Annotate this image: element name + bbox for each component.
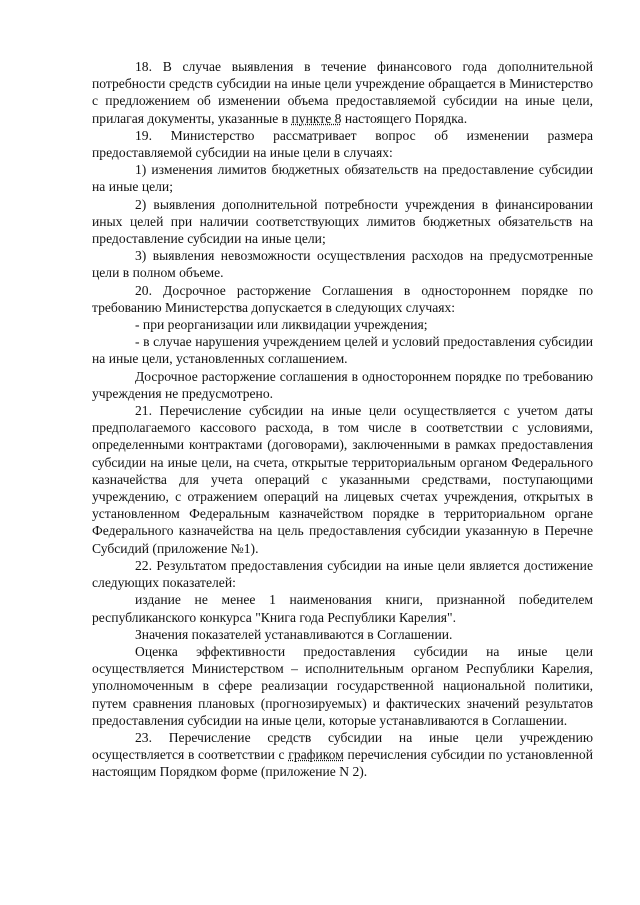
paragraph-22: 22. Результатом предоставления субсидии на иные цели является достижение следующих показателей: bbox=[92, 557, 593, 591]
paragraph-19: 19. Министерство рассматривает вопрос об изменении размера предоставляемой субсидии на иные цели в случаях: bbox=[92, 127, 593, 161]
paragraph-23: 23. Перечисление средств субсидии на иные цели учреждению осуществляется в соответствии с графиком перечисления субсидии по установленной настоящим Порядком форме (приложение N 2). bbox=[92, 729, 593, 780]
document-page bbox=[92, 58, 593, 781]
paragraph-22-values: Значения показателей устанавливаются в Соглашении. bbox=[135, 626, 453, 642]
link-grafik[interactable]: графиком bbox=[288, 747, 344, 763]
paragraph-20-item-1: - при реорганизации или ликвидации учреждения; bbox=[135, 317, 428, 333]
paragraph-20-note: Досрочное расторжение соглашения в одностороннем порядке по требованию учреждения не предусмотрено. bbox=[92, 368, 593, 401]
paragraph-20: 20. Досрочное расторжение Соглашения в одностороннем порядке по требованию Министерства допускается в следующих случаях: bbox=[92, 282, 593, 315]
paragraph-18: 18. В случае выявления в течение финансового года дополнительной потребности средств субсидии на иные цели учреждение обращается в Министерство с предложением об изменении объема предоставляемой субсидии на иные цели, прилагая документы, указанные в пункте 8 настоящего Порядка. bbox=[92, 59, 593, 126]
paragraph-21: 21. Перечисление субсидии на иные цели осуществляется с учетом даты предполагаемого кассового расхода, в том числе в соответствии с условиями, определенными контрактами (договорами), заключенными в рамках предоставления субсидии на иные цели, на счета, открытые территориальным органом Федерального казначейства для учета операций с указанными средствами, поступающими учреждению, с отражением операций на лицевых счетах учреждения, открытых в установленном Федеральным казначейством порядке в территориальном органе Федерального казначейства на цель предоставления субсидии указанную в Перечне Субсидий (приложение №1). bbox=[92, 403, 593, 556]
paragraph-20-item-2: - в случае нарушения учреждением целей и условий предоставления субсидии на иные цели, установленных соглашением. bbox=[92, 334, 593, 367]
paragraph-19-item-1: 1) изменения лимитов бюджетных обязательств на предоставление субсидии на иные цели; bbox=[92, 162, 593, 195]
paragraph-19-item-3: 3) выявления невозможности осуществления расходов на предусмотренные цели в полном объеме. bbox=[92, 248, 593, 281]
paragraph-22-item-1: издание не менее 1 наименования книги, признанной победителем республиканского конкурса "Книга года Республики Карелия". bbox=[92, 592, 593, 625]
link-punkt-8[interactable]: пункте 8 bbox=[291, 110, 342, 126]
paragraph-22-evaluation: Оценка эффективности предоставления субсидии на иные цели осуществляется Министерством – исполнительным органом Республики Карелия, уполномоченным в сфере реализации государственной национальной политики, путем сравнения плановых (прогнозируемых) и фактических значений результатов предоставления субсидии на иные цели, которые устанавливаются в Соглашении. bbox=[92, 643, 593, 728]
paragraph-19-item-2: 2) выявления дополнительной потребности учреждения в финансировании иных целей при наличии соответствующих лимитов бюджетных обязательств на предоставление субсидии на иные цели; bbox=[92, 196, 593, 247]
